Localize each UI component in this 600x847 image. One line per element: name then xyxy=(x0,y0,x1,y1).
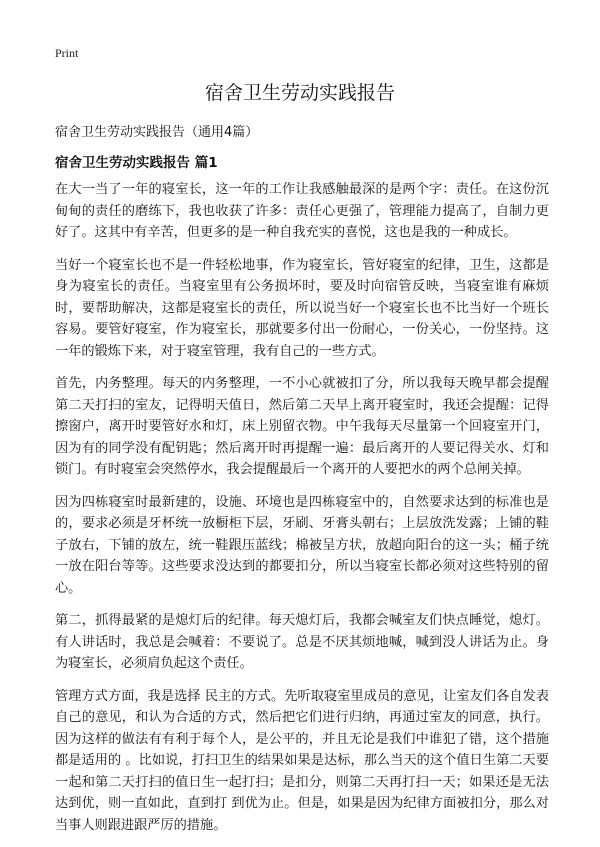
document-body xyxy=(55,179,549,847)
paragraph: 第二，抓得最紧的是熄灯后的纪律。每天熄灯后，我都会喊室友们快点睡觉，熄灯。有人讲话时，我总是会喊着：不要说了。总是不厌其烦地喊，喊到没人讲话为止。身为寝室长，必须肩负起这个责任。 xyxy=(55,613,549,671)
paragraph: 在大一当了一年的寝室长，这一年的工作让我感触最深的是两个字：责任。在这份沉甸甸的责任的磨练下，我也收获了许多：责任心更强了，管理能力提高了，自制力更好了。这其中有辛苦，但更多的是一种自我充实的喜悦，这也是我的一种成长。 xyxy=(55,182,549,240)
print-label: Print xyxy=(55,46,79,60)
document-subtitle: 宿舍卫生劳动实践报告（通用4篇） xyxy=(55,125,259,140)
paragraph: 因为四栋寝室时最新建的，设施、环境也是四栋寝室中的，自然要求达到的标准也是的，要求必须是牙杯统一放橱柜下层，牙刷、牙膏头朝右；上层放洗发露；上铺的鞋子放右，下铺的放左，统一鞋跟压蓝线；棉被呈方状，放超向阳台的这一头；桶子统一放在阳台等等。这些要求没达到的都要扣分，所以当寝室长都必须对这些特别的留心。 xyxy=(55,494,549,596)
paragraph: 首先，内务整理。每天的内务整理，一不小心就被扣了分，所以我每天晚早都会提醒第二天打扫的室友，记得明天值日，然后第二天早上离开寝室时，我还会提醒：记得擦窗户，离开时要管好水和灯，床上别留衣物。中午我每天尽量第一个回寝室开门，因为有的同学没有配钥匙；然后离开时再提醒一遍：最后离开的人要记得关水、灯和锁门。有时寝室会突然停水，我会提醒最后一个离开的人要把水的两个总闸关掉。 xyxy=(55,376,549,477)
document-title: 宿舍卫生劳动实践报告 xyxy=(204,82,395,104)
section-heading: 宿舍卫生劳动实践报告 篇1 xyxy=(55,155,218,171)
paragraph: 当好一个寝室长也不是一件轻松地事，作为寝室长，管好寝室的纪律，卫生，这都是身为寝室长的责任。当寝室里有公务损坏时，要及时向宿管反映，当寝室谁有麻烦时，要帮助解决，这都是寝室长的责任，所以说当好一个寝室长也不比当好一个班长容易。要管好寝室，作为寝室长，那就要多付出一份耐心，一份关心，一份坚持。这一年的锻炼下来，对于寝室管理，我有自己的一些方式。 xyxy=(55,257,549,359)
paragraph: 管理方式方面，我是选择 民主的方式。先听取寝室里成员的意见，让室友们各自发表自己的意见，和认为合适的方式，然后把它们进行归纳，再通过室友的同意，执行。因为这样的做法有有利于每个人，是公平的，并且无论是我们中谁犯了错，这个措施都是适用的 。比如说，打扫卫生的结果如果是达标，那么当天的这个值日生第二天要一起和第二天打扫的值日生一起打扫；是扣分，则第二天再打扫一天；如果还是无法达到优，则一直如此，直到打 到优为止。但是，如果是因为纪律方面被扣分，那么对当事人则跟进跟严厉的措施。 xyxy=(55,688,549,833)
